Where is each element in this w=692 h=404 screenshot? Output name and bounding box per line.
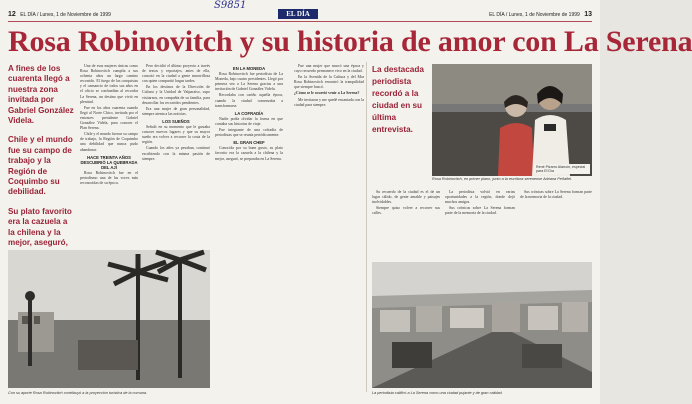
deck (8, 64, 74, 268)
article-column-5 (372, 190, 440, 260)
paragraph: Chile y el mundo fueron su campo de trabajo, la Región de Coquimbo una debilidad que nunca pudo abandonar. (80, 132, 138, 152)
paragraph: En los destinos de la Dirección de Cultura y la Unidad de Valparaíso, supo visitarnos, en compañía de su familia, para desarrollar los recorridos pendientes. (142, 85, 210, 105)
newspaper-logo: EL DÍA (278, 9, 318, 19)
page-number-right: 13 (584, 11, 592, 18)
paragraph: Recordaba con cariño aquella época, cuando la ciudad comenzaba a transformarse. (215, 93, 283, 108)
portrait-photo (432, 64, 592, 176)
paragraph: Pero decidió el último proyecto a través de textos y reportajes, antes de ella, conoció en la ciudad a gente maravillosa con quien compartió largas tardes. (142, 64, 210, 84)
article-column-6 (445, 190, 515, 260)
paragraph: Sus crónicas sobre La Serena forman parte de la memoria de la ciudad. (520, 190, 592, 200)
photo-caption: La periodista calificó a La Serena como una ciudad pujante y de gran calidad. (372, 391, 503, 395)
deck-item: Chile y el mundo fue su campo de trabajo y la Región de Coquimbo su debilidad. (8, 135, 73, 197)
column-divider (366, 62, 367, 392)
paragraph: Su recuerdo de la ciudad es el de un lugar cálido, de gente amable y paisajes inolvidables. (372, 190, 440, 205)
subheading: LOS SUEÑOS (162, 118, 190, 124)
deck-item: Su plato favorito era la cazuela a la chilena y la mejor, aseguró, (8, 206, 72, 248)
header-date-right: EL DÍA / Lunes, 1 de Noviembre de 1999 (489, 12, 580, 18)
page-number-left: 12 (8, 11, 16, 18)
paragraph: Conocida por su buen gusto, su plato favorito era la cazuela a la chilena y la mejor, aseguró, se preparaba en La Serena. (215, 146, 283, 161)
handwritten-annotation: S9851 (214, 0, 247, 11)
article-column-3 (215, 64, 283, 390)
article-column-2 (142, 64, 210, 245)
paragraph: Fue integrante de una cofradía de periodistas que se reunía periódicamente. (215, 128, 283, 138)
paragraph: Una de esas mujeres únicas como Rosa Robinovitch cumplía a sus ochenta años un largo camino recorrido. El fuego de las conquistas y el cansancio de todos sus años en el oficio se confundían al recordar La Serena, un destino que vivió en plenitud. (80, 64, 138, 104)
paragraph: Fue una mujer que marcó una época y cuyo recuerdo permanece vivo en la ciudad. (294, 64, 364, 74)
paragraph: Me invitaron y me quedé encantada con la ciudad para siempre. (294, 97, 365, 107)
article-column-4 (294, 64, 364, 390)
article-column-7 (520, 190, 592, 260)
paragraph: Sus crónicas sobre La Serena forman parte de la memoria de la ciudad. (445, 206, 515, 216)
paragraph: La periodista volvió en varias oportunidades a la región, donde dejó muchos amigos. (445, 190, 515, 205)
subheading: HACE TREINTA AÑOS DESCUBRIÓ LA QUEBRADA DEL AJÍ (80, 154, 138, 170)
pull-quote: La destacada periodista recordó a la ciudad en su última entrevista. (372, 65, 424, 134)
paragraph: Nadie podía olvidar la forma en que contaba sus historias de viaje. (215, 116, 283, 126)
page-header-right (489, 11, 592, 21)
paragraph: Señaló en su momento que le gustaba conocer nuevos lugares y que su mayor sueño era volver a recorrer la costa de la región. (142, 125, 210, 145)
paragraph: Siempre quiso volver a recorrer sus calles. (372, 206, 440, 216)
headline: Rosa Robinovitch y su historia de amor con La Serena (8, 25, 692, 58)
subheading: LA COFRADÍA (234, 110, 264, 116)
paragraph: Cuando los años ya pesaban, continuó escribiendo con la misma pasión de siempre. (142, 146, 210, 161)
plaza-photo (8, 250, 210, 388)
city-photo (372, 262, 592, 388)
article-column-1 (80, 64, 138, 245)
photo-caption: Rosa Robinovitch, en primer plano, junto a la escritora serenense Adriana Peñafiel. (432, 177, 573, 181)
paragraph: Rosa Robinovitch fue periodista de La Moneda, bajo cuatro presidentes. Llegó por primera vez a La Serena gracias a una invitación de Gabriel González Videla. (215, 72, 283, 92)
paragraph: Rosa Robinovitch fue en el periodismo una de las voces más reconocidas de su época. (80, 170, 138, 186)
photo-caption: Con su aporte Rosa Robinovitch contribuyó a la proyección turística de la comuna. (8, 391, 148, 395)
subheading: EN LA MONEDA (232, 66, 266, 71)
photo-credit: René Pizarro Alarcón, especial para El Día (534, 164, 590, 174)
page-header-left (8, 11, 111, 21)
paragraph: En la Avenida de la Cultura y del Mar Rosa Robinovitch encontró la tranquilidad que siempre buscó. (294, 75, 364, 90)
header-date-left: EL DÍA / Lunes, 1 de Noviembre de 1999 (20, 12, 111, 18)
paragraph: Fue en los años cuarenta cuando llegó al Norte Chico, invitada por el entonces presidente Gabriel González Videla, para conocer el Plan Serena. (80, 105, 138, 131)
interview-question: ¿Cómo se le ocurrió venir a La Serena? (294, 91, 360, 96)
paragraph: Era una mujer de gran personalidad, siempre atenta a las noticias. (142, 106, 210, 116)
subheading: EL GRAN CHEF (233, 140, 265, 146)
deck-item: A fines de los cuarenta llegó a nuestra zona invitada por Gabriel González Videla. (8, 64, 74, 126)
